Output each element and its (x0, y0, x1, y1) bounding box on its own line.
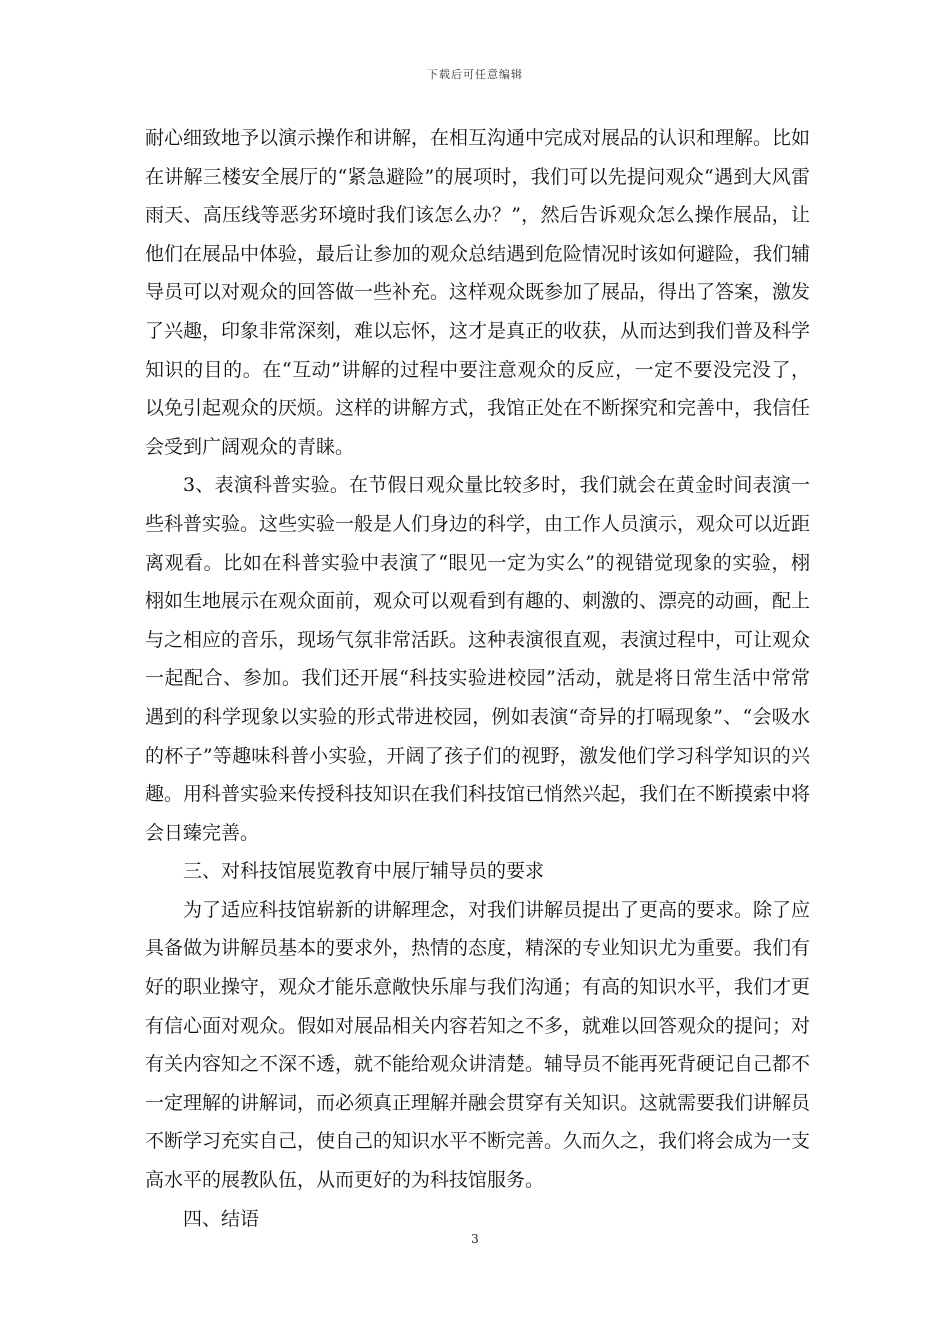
section-heading-conclusion: 四、结语 (183, 1207, 260, 1230)
paragraph-continuation: 耐心细致地予以演示操作和讲解，在相互沟通中完成对展品的认识和理解。比如在讲解三楼安全展厅的“紧急避险”的展项时，我们可以先提问观众“遇到大风雷雨天、高压线等恶劣环境时我们该怎么办？”，然后告诉观众怎么操作展品，让他们在展品中体验，最后让参加的观众总结遇到危险情况时该如何避险，我们辅导员可以对观众的回答做一些补充。这样观众既参加了展品，得出了答案，激发了兴趣，印象非常深刻，难以忘怀，这才是真正的收获，从而达到我们普及科学知识的目的。在“互动”讲解的过程中要注意观众的反应，一定不要没完没了，以免引起观众的厌烦。这样的讲解方式，我馆正处在不断探究和完善中，我信任会受到广阔观众的青睐。 (145, 127, 811, 458)
page-number: 3 (471, 1232, 479, 1246)
document-body (145, 119, 810, 1238)
paragraph-requirements: 为了适应科技馆崭新的讲解理念，对我们讲解员提出了更高的要求。除了应具备做为讲解员基本的要求外，热情的态度，精深的专业知识尤为重要。我们有好的职业操守，观众才能乐意敞快乐扉与我们沟通；有高的知识水平，我们才更有信心面对观众。假如对展品相关内容若知之不多，就难以回答观众的提问；对有关内容知之不深不透，就不能给观众讲清楚。辅导员不能再死背硬记自己都不一定理解的讲解词，而必须真正理解并融会贯穿有关知识。这就需要我们讲解员不断学习充实自己，使自己的知识水平不断完善。久而久之，我们将会成为一支高水平的展教队伍，从而更好的为科技馆服务。 (145, 898, 811, 1192)
section-heading-requirements: 三、对科技馆展览教育中展厅辅导员的要求 (183, 860, 545, 883)
paragraph-science-experiments: 3、表演科普实验。在节假日观众量比较多时，我们就会在黄金时间表演一些科普实验。这些实验一般是人们身边的科学，由工作人员演示，观众可以近距离观看。比如在科普实验中表演了“眼见一定为实么”的视错觉现象的实验，栩栩如生地展示在观众面前，观众可以观看到有趣的、刺激的、漂亮的动画，配上与之相应的音乐，现场气氛非常活跃。这种表演很直观，表演过程中，可让观众一起配合、参加。我们还开展“科技实验进校园”活动，就是将日常生活中常常遇到的科学现象以实验的形式带进校园，例如表演“奇异的打嗝现象”、“会吸水的杯子”等趣味科普小实验，开阔了孩子们的视野，激发他们学习科学知识的兴趣。用科普实验来传授科技知识在我们科技馆已悄然兴起，我们在不断摸索中将会日臻完善。 (145, 474, 811, 844)
page-header: 下载后可任意编辑 (427, 68, 523, 81)
